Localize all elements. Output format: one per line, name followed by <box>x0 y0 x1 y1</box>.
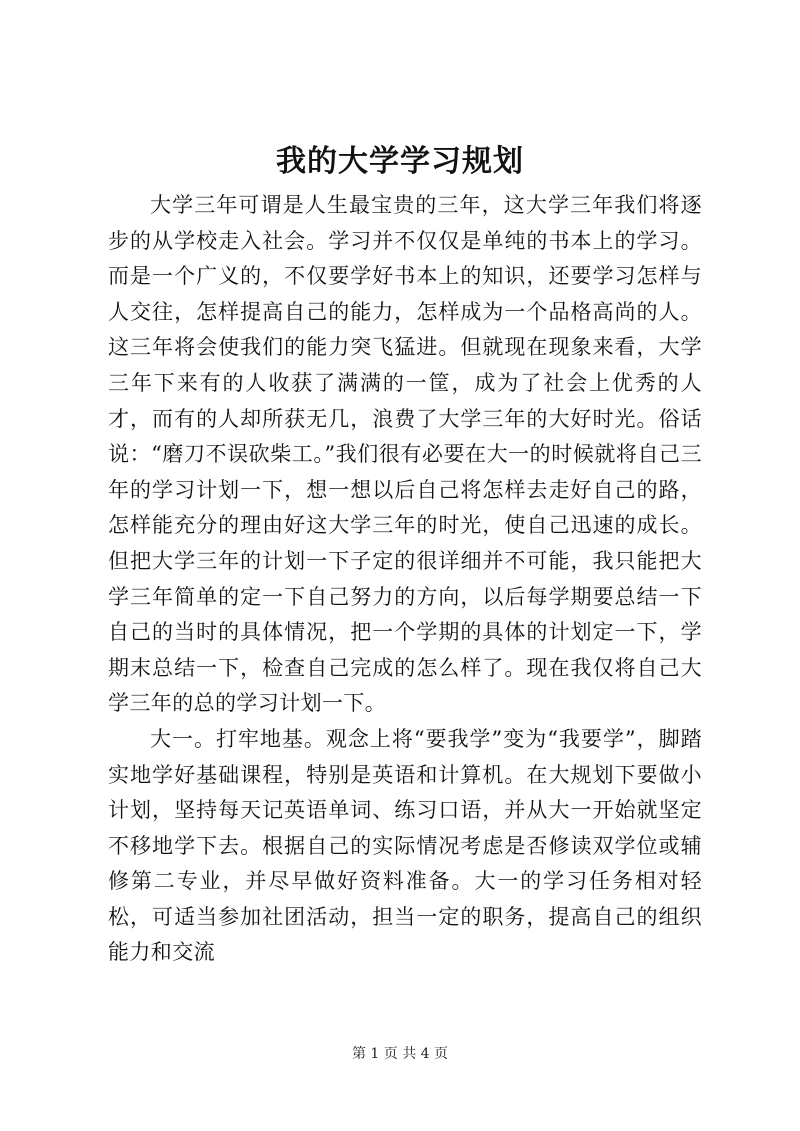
paragraph-year-one: 大一。打牢地基。观念上将“要我学”变为“我要学”，脚踏实地学好基础课程，特别是英语和计算机。在大规划下要做小计划，坚持每天记英语单词、练习口语，并从大一开始就坚定不移地学下去。根据自己的实际情况考虑是否修读双学位或辅修第二专业，并尽早做好资料准备。大一的学习任务相对轻松，可适当参加社团活动，担当一定的职务，提高自己的组织能力和交流 <box>108 726 702 965</box>
document-title: 我的大学学习规划 <box>276 144 524 179</box>
page-footer: 第 1 页 共 4 页 <box>351 1046 449 1062</box>
paragraph-intro: 大学三年可谓是人生最宝贵的三年，这大学三年我们将逐步的从学校走入社会。学习并不仅仅是单纯的书本上的学习。而是一个广义的，不仅要学好书本上的知识，还要学习怎样与人交往，怎样提高自己的能力，怎样成为一个品格高尚的人。这三年将会使我们的能力突飞猛进。但就现在现象来看，大学三年下来有的人收获了满满的一筐，成为了社会上优秀的人才，而有的人却所获无几，浪费了大学三年的大好时光。俗话说：“磨刀不误砍柴工。”我们很有必要在大一的时候就将自己三年的学习计划一下，想一想以后自己将怎样去走好自己的路，怎样能充分的理由好这大学三年的时光，使自己迅速的成长。但把大学三年的计划一下子定的很详细并不可能，我只能把大学三年简单的定一下自己努力的方向，以后每学期要总结一下自己的当时的具体情况，把一个学期的具体的计划定一下，学期末总结一下，检查自己完成的怎么样了。现在我仅将自己大学三年的总的学习计划一下。 <box>108 193 702 716</box>
document-body <box>108 188 702 971</box>
